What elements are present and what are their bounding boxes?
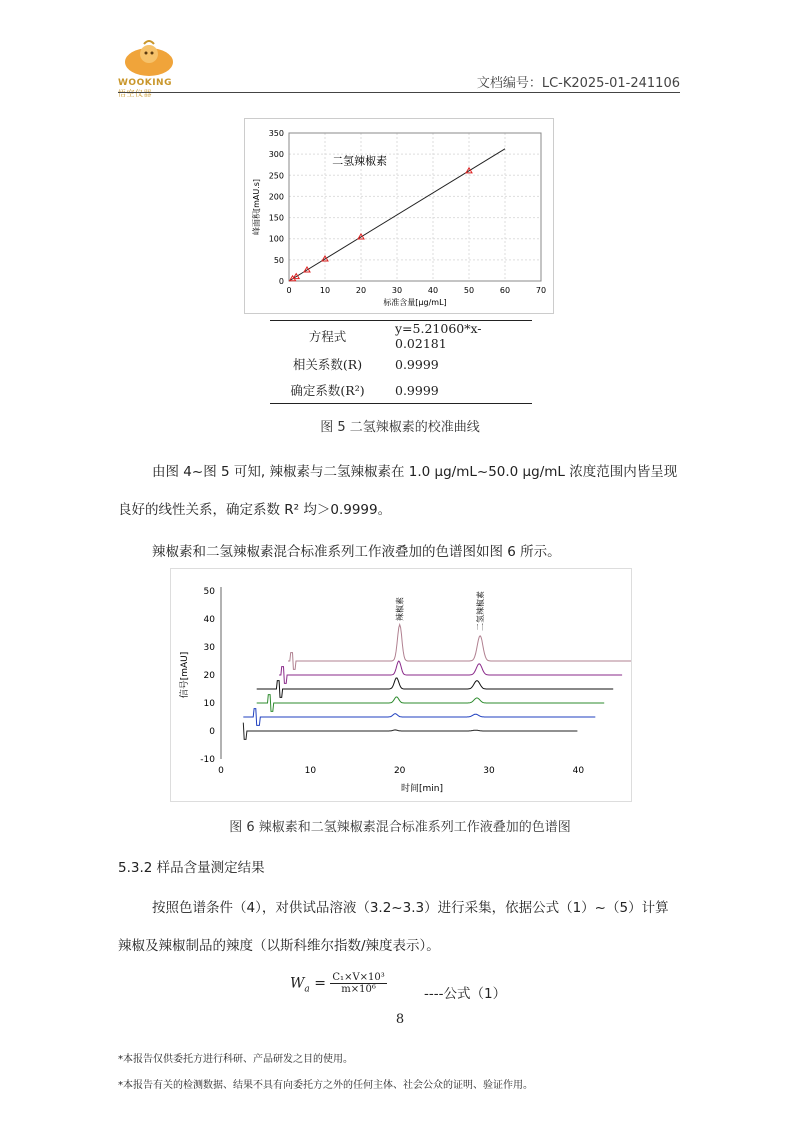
calibration-chart (244, 118, 552, 312)
x-tick-label: 30 (391, 286, 403, 295)
y-tick-label: 10 (203, 699, 215, 709)
document-number: 文档编号：LC-K2025-01-241106 (476, 76, 680, 91)
chromatogram-chart (170, 568, 630, 800)
y-axis-label: 峰面积[mAU.s] (252, 178, 261, 236)
y-tick-label: 150 (268, 213, 284, 223)
formula-tag: ----公式（1） (424, 986, 507, 1002)
paragraph-1-line-1: 由图 4~图 5 可知, 辣椒素与二氢辣椒素在 1.0 μg/mL~50.0 μg/mL 浓度范围内皆呈现 (152, 464, 678, 480)
x-tick-label: 40 (427, 286, 439, 295)
figure6-caption: 图 6 辣椒素和二氢辣椒素混合标准系列工作液叠加的色谱图 (229, 820, 571, 835)
table-cell-value: 0.9999 (385, 377, 532, 404)
calibration-fit-table (270, 320, 532, 404)
peak-label-dihydrocapsaicin: 二氢辣椒素 (476, 591, 486, 631)
chromatogram-trace (288, 625, 631, 670)
formula-1: $W_a$ = $\frac{\text{C₁×V×10³}}{\text{m×10⁶}}$ (290, 972, 385, 995)
y-tick-label: 30 (203, 643, 215, 653)
y-axis-label: 信号[mAU] (180, 651, 190, 699)
x-tick-label: 30 (483, 766, 495, 776)
y-tick-label: 100 (268, 234, 284, 244)
table-cell-value: 0.9999 (395, 356, 439, 372)
formula-lhs-sub: a (304, 984, 310, 995)
table-cell-value: y=5.21060*x-0.02181 (385, 321, 532, 352)
table-row (270, 377, 532, 404)
x-tick-label: 0 (286, 286, 292, 295)
peak-label-capsaicin: 辣椒素 (395, 597, 405, 621)
y-tick-label: 0 (278, 277, 284, 286)
formula-fraction (330, 972, 386, 995)
x-tick-label: 0 (218, 766, 224, 776)
formula-numerator: C₁×V×10³ (332, 972, 385, 983)
chromatogram-trace (257, 678, 614, 697)
y-tick-label: 200 (268, 192, 284, 202)
y-tick-label: 50 (273, 255, 284, 265)
table-row (270, 321, 532, 352)
footnote-2: *本报告有关的检测数据、结果不具有向委托方之外的任何主体、社会公众的证明、验证作用。 (118, 1080, 533, 1091)
y-tick-label: 300 (268, 150, 284, 160)
section-heading: 5.3.2 样品含量测定结果 (118, 860, 265, 876)
logo-icon (118, 40, 180, 80)
x-tick-label: 50 (463, 286, 475, 295)
paragraph-1-line-2: 良好的线性关系，确定系数 R² 均＞0.9999。 (118, 502, 392, 518)
x-tick-label: 20 (393, 766, 406, 776)
logo-text: WOOKING 悟空仪器 (118, 78, 172, 98)
x-tick-label: 60 (499, 286, 511, 295)
chromatogram-trace (257, 695, 605, 712)
paragraph-3-line-1: 按照色谱条件（4），对供试品溶液（3.2~3.3）进行采集，依据公式（1）~（5）计算 (152, 900, 669, 916)
y-tick-label: -10 (200, 755, 215, 765)
table-cell-label: 方程式 (270, 321, 385, 352)
x-axis-label: 标准含量[μg/mL] (383, 298, 447, 307)
y-tick-label: 0 (209, 727, 215, 737)
formula-denominator: m×10⁶ (341, 984, 376, 995)
table-cell-label: 相关系数(R) (292, 357, 363, 372)
chromatogram-trace (279, 661, 622, 683)
x-tick-label: 10 (319, 286, 331, 295)
paragraph-3-line-2: 辣椒及辣椒制品的辣度（以斯科维尔指数/辣度表示）。 (118, 938, 440, 954)
page-number: 8 (395, 1012, 405, 1027)
chart-annotation: 二氢辣椒素 (332, 154, 388, 168)
header-divider (118, 92, 680, 93)
x-tick-label: 20 (355, 286, 367, 295)
paragraph-2: 辣椒素和二氢辣椒素混合标准系列工作液叠加的色谱图如图 6 所示。 (152, 544, 561, 560)
x-tick-label: 70 (535, 286, 547, 295)
footnote-1: *本报告仅供委托方进行科研、产品研发之目的使用。 (118, 1054, 353, 1065)
x-tick-label: 40 (572, 766, 585, 776)
y-tick-label: 40 (203, 615, 215, 625)
chromatogram-trace (243, 723, 577, 740)
y-tick-label: 250 (268, 171, 284, 181)
y-tick-label: 50 (203, 587, 215, 597)
x-axis-label: 时间[min] (401, 784, 443, 794)
figure5-caption: 图 5 二氢辣椒素的校准曲线 (320, 420, 480, 435)
chromatogram-trace (243, 709, 595, 726)
x-tick-label: 10 (304, 766, 317, 776)
table-cell-label: 确定系数(R²) (270, 377, 385, 404)
y-tick-label: 20 (203, 671, 215, 681)
formula-lhs: W (290, 975, 305, 992)
y-tick-label: 350 (268, 129, 284, 138)
table-row (270, 351, 532, 377)
